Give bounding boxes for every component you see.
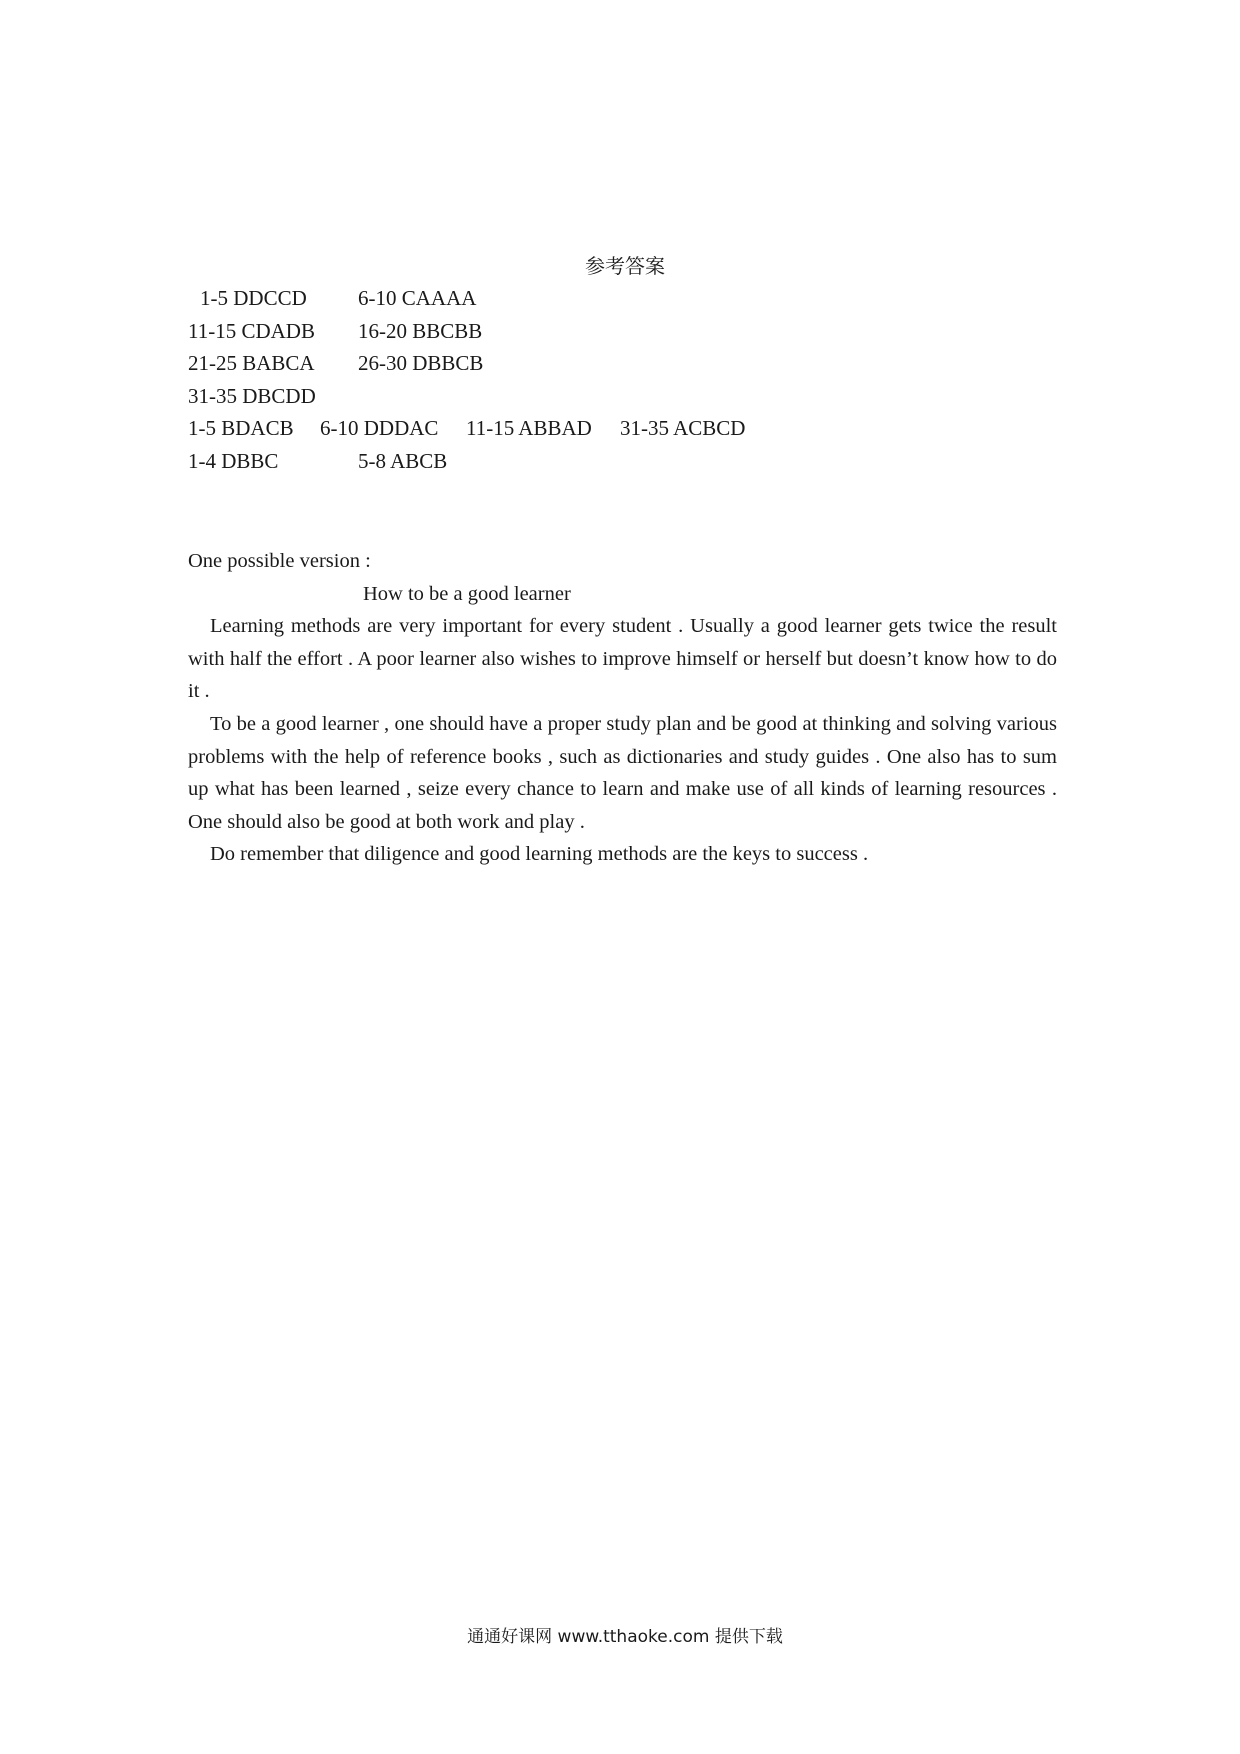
answer-group: 6-10 CAAAA	[358, 286, 477, 310]
essay-title: How to be a good learner	[363, 582, 571, 605]
answer-group: 5-8 ABCB	[358, 448, 448, 473]
answer-group: 21-25 BABCA	[188, 351, 315, 376]
essay-paragraph: Learning methods are very important for every student . Usually a good learner gets twice the result with half the effort . A poor learner also wishes to improve himself or herself but doesn’t know how to do it .	[188, 615, 1057, 703]
answer-group: 11-15 ABBAD	[466, 416, 592, 441]
answer-group: 16-20 BBCBB	[358, 318, 483, 343]
answer-group: 6-10 DDDAC	[320, 416, 439, 441]
answer-group: 11-15 CDADB	[188, 318, 315, 343]
essay-paragraph: Do remember that diligence and good learning methods are the keys to success .	[210, 843, 869, 866]
essay-paragraph: To be a good learner , one should have a proper study plan and be good at thinking and solving various problems with the help of reference books , such as dictionaries and study guides . One also has to sum up what has been learned , seize every chance to learn and make use of all kinds of learning resources . One should also be good at both work and play .	[188, 712, 1057, 833]
answer-group: 1-5 BDACB	[188, 416, 294, 441]
answer-group: 31-35 ACBCD	[620, 416, 746, 441]
page-title: 参考答案	[585, 254, 665, 278]
answer-group: 1-5 DDCCD	[200, 286, 307, 310]
answer-group: 1-4 DBBC	[188, 448, 279, 473]
sample-essay	[188, 545, 1057, 871]
version-label: One possible version :	[188, 550, 371, 572]
answer-group: 31-35 DBCDD	[188, 383, 316, 408]
footer-source-note: 通通好课网 www.tthaoke.com 提供下载	[467, 1627, 783, 1647]
answer-group: 26-30 DBBCB	[358, 351, 484, 376]
